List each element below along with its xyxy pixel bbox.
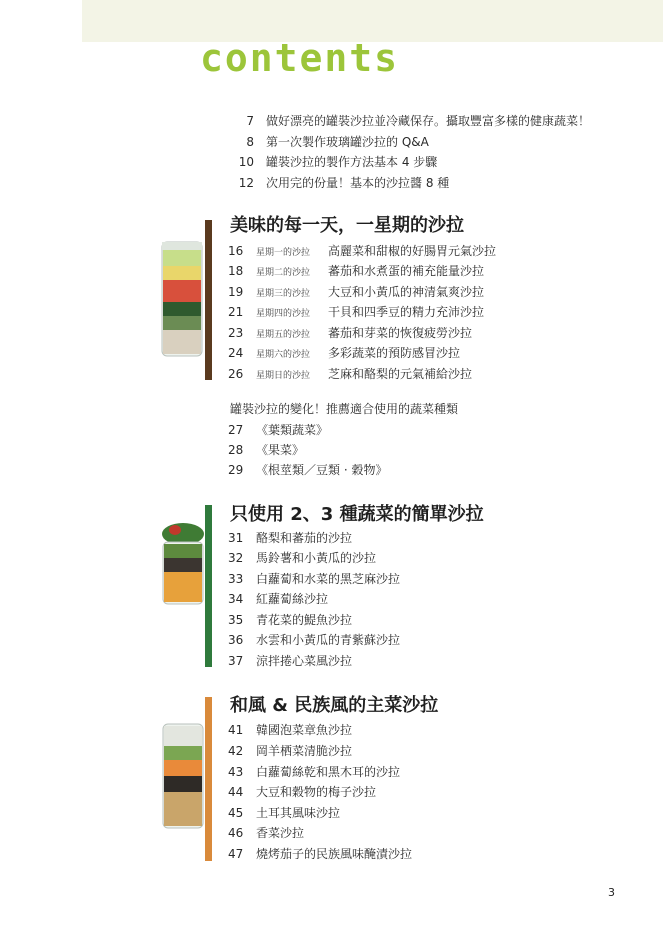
toc-entry[interactable] [228, 132, 429, 152]
toc-entry[interactable] [228, 803, 340, 823]
section-heading: 美味的每一天，一星期的沙拉 [230, 215, 464, 236]
entry-title: 《葉類蔬菜》 [256, 423, 329, 437]
entry-title: 酪梨和蕃茄的沙拉 [256, 531, 353, 545]
toc-entry[interactable] [228, 173, 449, 193]
section-color-bar [205, 505, 212, 667]
page-number: 31 [228, 531, 244, 545]
entry-title: 第一次製作玻璃罐沙拉的 Q&A [266, 135, 429, 149]
toc-entry[interactable] [228, 762, 400, 782]
toc-entry[interactable] [228, 302, 484, 322]
page-number: 19 [228, 285, 244, 299]
page-number: 41 [228, 723, 244, 737]
entry-title: 多彩蔬菜的預防感冒沙拉 [328, 346, 461, 360]
toc-entry[interactable] [228, 528, 352, 548]
subsection-heading: 罐裝沙拉的變化！推薦適合使用的蔬菜種類 [230, 402, 459, 416]
toc-entry[interactable] [228, 589, 328, 609]
page-number: 47 [228, 847, 244, 861]
page-number: 45 [228, 806, 244, 820]
toc-entry[interactable] [228, 343, 460, 363]
page-number: 28 [228, 443, 244, 457]
page-number: 35 [228, 613, 244, 627]
salad-jar-image [159, 240, 205, 358]
page-number: 29 [228, 463, 244, 477]
entry-title: 罐裝沙拉的製作方法基本 4 步驟 [266, 155, 438, 169]
page-number: 18 [228, 264, 244, 278]
page-number: 44 [228, 785, 244, 799]
toc-entry[interactable] [228, 261, 484, 281]
entry-title: 青花菜的鯷魚沙拉 [256, 613, 353, 627]
toc-entry[interactable] [228, 548, 376, 568]
entry-title: 馬鈴薯和小黃瓜的沙拉 [256, 551, 377, 565]
page-number: 32 [228, 551, 244, 565]
section-heading: 和風 & 民族風的主菜沙拉 [230, 695, 439, 716]
page-number-footer: 3 [608, 886, 615, 899]
entry-title: 高麗菜和甜椒的好腸胃元氣沙拉 [328, 244, 497, 258]
page-number: 8 [246, 135, 254, 149]
day-label: 星期一的沙拉 [256, 248, 311, 258]
entry-title: 次用完的份量！基本的沙拉醬 8 種 [266, 176, 450, 190]
page-number: 24 [228, 346, 244, 360]
entry-title: 做好漂亮的罐裝沙拉並冷藏保存。攝取豐富多樣的健康蔬菜！ [266, 114, 591, 128]
page-number: 27 [228, 423, 244, 437]
toc-entry[interactable] [228, 364, 472, 384]
section-color-bar [205, 220, 212, 380]
page-title: contents [200, 36, 400, 80]
toc-entry[interactable] [228, 569, 400, 589]
day-label: 星期日的沙拉 [256, 371, 311, 381]
page-number: 34 [228, 592, 244, 606]
toc-entry[interactable] [228, 741, 352, 761]
page-number: 36 [228, 633, 244, 647]
day-label: 星期五的沙拉 [256, 330, 311, 340]
toc-entry[interactable] [228, 111, 590, 131]
toc-entry[interactable] [228, 152, 437, 172]
toc-entry[interactable] [228, 823, 304, 843]
entry-title: 芝麻和酪梨的元氣補給沙拉 [328, 367, 473, 381]
page-number: 10 [238, 155, 254, 169]
entry-title: 紅蘿蔔絲沙拉 [256, 592, 329, 606]
entry-title: 白蘿蔔絲乾和黑木耳的沙拉 [256, 765, 401, 779]
page-number: 12 [238, 176, 254, 190]
entry-title: 香菜沙拉 [256, 826, 305, 840]
entry-title: 蕃茄和水煮蛋的補充能量沙拉 [328, 264, 485, 278]
toc-entry[interactable] [228, 282, 484, 302]
day-label: 星期三的沙拉 [256, 289, 311, 299]
entry-title: 白蘿蔔和水菜的黑芝麻沙拉 [256, 572, 401, 586]
page-number: 43 [228, 765, 244, 779]
page-number: 33 [228, 572, 244, 586]
entry-title: 涼拌捲心菜風沙拉 [256, 654, 353, 668]
toc-entry[interactable] [228, 720, 352, 740]
entry-title: 燒烤茄子的民族風味醃漬沙拉 [256, 847, 413, 861]
entry-title: 《果菜》 [256, 443, 305, 457]
day-label: 星期六的沙拉 [256, 350, 311, 360]
entry-title: 大豆和穀物的梅子沙拉 [256, 785, 377, 799]
toc-entry[interactable] [228, 651, 352, 671]
page-number: 37 [228, 654, 244, 668]
toc-entry[interactable] [228, 460, 387, 480]
salad-jar-image [160, 522, 206, 606]
toc-entry[interactable] [228, 440, 304, 460]
entry-title: 土耳其風味沙拉 [256, 806, 341, 820]
page-number: 21 [228, 305, 244, 319]
page-number: 26 [228, 367, 244, 381]
entry-title: 韓國泡菜章魚沙拉 [256, 723, 353, 737]
toc-entry[interactable] [228, 630, 400, 650]
toc-entry[interactable] [228, 844, 412, 864]
section-heading: 只使用 2、3 種蔬菜的簡單沙拉 [230, 504, 484, 525]
page-number: 46 [228, 826, 244, 840]
toc-entry[interactable] [228, 420, 328, 440]
toc-entry[interactable] [228, 610, 352, 630]
salad-jar-image [160, 722, 206, 830]
toc-entry[interactable] [228, 241, 496, 261]
page-number: 23 [228, 326, 244, 340]
entry-title: 《根莖類／豆類 · 穀物》 [256, 463, 388, 477]
toc-entry[interactable] [228, 323, 472, 343]
day-label: 星期四的沙拉 [256, 309, 311, 319]
page-number: 16 [228, 244, 244, 258]
toc-entry[interactable] [228, 782, 376, 802]
entry-title: 蕃茄和芽菜的恢復疲勞沙拉 [328, 326, 473, 340]
section-color-bar [205, 697, 212, 861]
entry-title: 大豆和小黃瓜的神清氣爽沙拉 [328, 285, 485, 299]
page-number: 42 [228, 744, 244, 758]
entry-title: 水雲和小黃瓜的青紫蘇沙拉 [256, 633, 401, 647]
entry-title: 干貝和四季豆的精力充沛沙拉 [328, 305, 485, 319]
day-label: 星期二的沙拉 [256, 268, 311, 278]
entry-title: 岡羊栖菜清脆沙拉 [256, 744, 353, 758]
page-number: 7 [246, 114, 254, 128]
